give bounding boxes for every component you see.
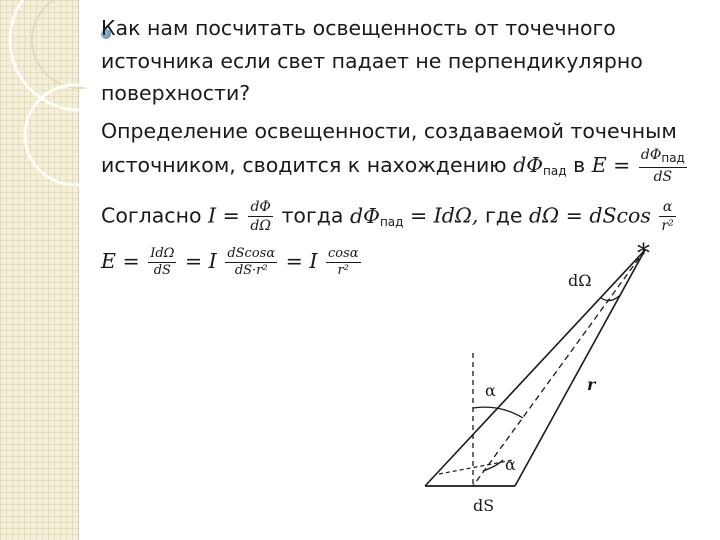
alpha-arc-top <box>473 407 523 418</box>
label-dS: dS <box>473 496 495 515</box>
label-r: r <box>587 375 596 394</box>
geometry-diagram <box>405 228 685 528</box>
then-word: тогда <box>281 203 344 228</box>
formula-equals-I-2: = I <box>285 249 318 273</box>
I-equals: I = <box>208 203 240 228</box>
domega-arc <box>601 296 619 301</box>
decorative-circles <box>0 0 90 540</box>
source-star: * <box>637 239 650 269</box>
question-line-3: поверхности? <box>101 81 251 105</box>
formula-equals-I-1: = I <box>184 249 217 273</box>
label-alpha-bottom: α <box>505 455 516 474</box>
domega-equals: dΩ = dScos <box>529 203 651 228</box>
question-line-2: источника если свет падает не перпендикулярно <box>101 49 643 73</box>
formula-fraction-3: $\frac{\cos\alpha}{\text{r²}}$ <box>327 245 359 278</box>
formula-fraction-2: $\frac{dScos\alpha}{\text{dS·r²}}$ <box>227 245 276 278</box>
central-ray <box>473 250 645 486</box>
definition-line-1: Определение освещенности, создаваемой точечным <box>101 119 677 143</box>
equals-IdOmega: = IdΩ, <box>409 203 479 228</box>
intensity-fraction: $\frac{d\Phi}{d\Omega}$ <box>250 199 271 234</box>
in-word: в <box>573 153 586 177</box>
E-equals: E = <box>591 153 631 177</box>
alpha-arc-bottom <box>483 460 503 471</box>
dphi-symbol-2: $d\Phi_{пад}$ <box>350 203 404 229</box>
illuminance-fraction: $\frac{\text{dΦпад}}{dS}$ <box>640 147 685 185</box>
question-line-1: Как нам посчитать освещенность от точечного <box>101 16 616 40</box>
alpha-fraction: $\frac{\alpha}{\text{r²}}$ <box>661 199 674 234</box>
according-word: Согласно <box>101 203 202 228</box>
label-dOmega: dΩ <box>568 271 592 290</box>
where-word: где <box>484 203 523 228</box>
definition-line-2 <box>101 146 689 188</box>
perpendicular-section <box>439 460 513 474</box>
formula-E-equals: E = <box>101 249 140 273</box>
definition-prefix: источником, сводится к нахождению <box>101 153 507 177</box>
dphi-symbol: $d\Phi_{пад}$ <box>513 153 567 178</box>
formula-line <box>101 245 363 279</box>
formula-fraction-1: $\frac{\text{IdΩ}}{dS}$ <box>150 245 175 278</box>
label-alpha-top: α <box>485 381 496 400</box>
